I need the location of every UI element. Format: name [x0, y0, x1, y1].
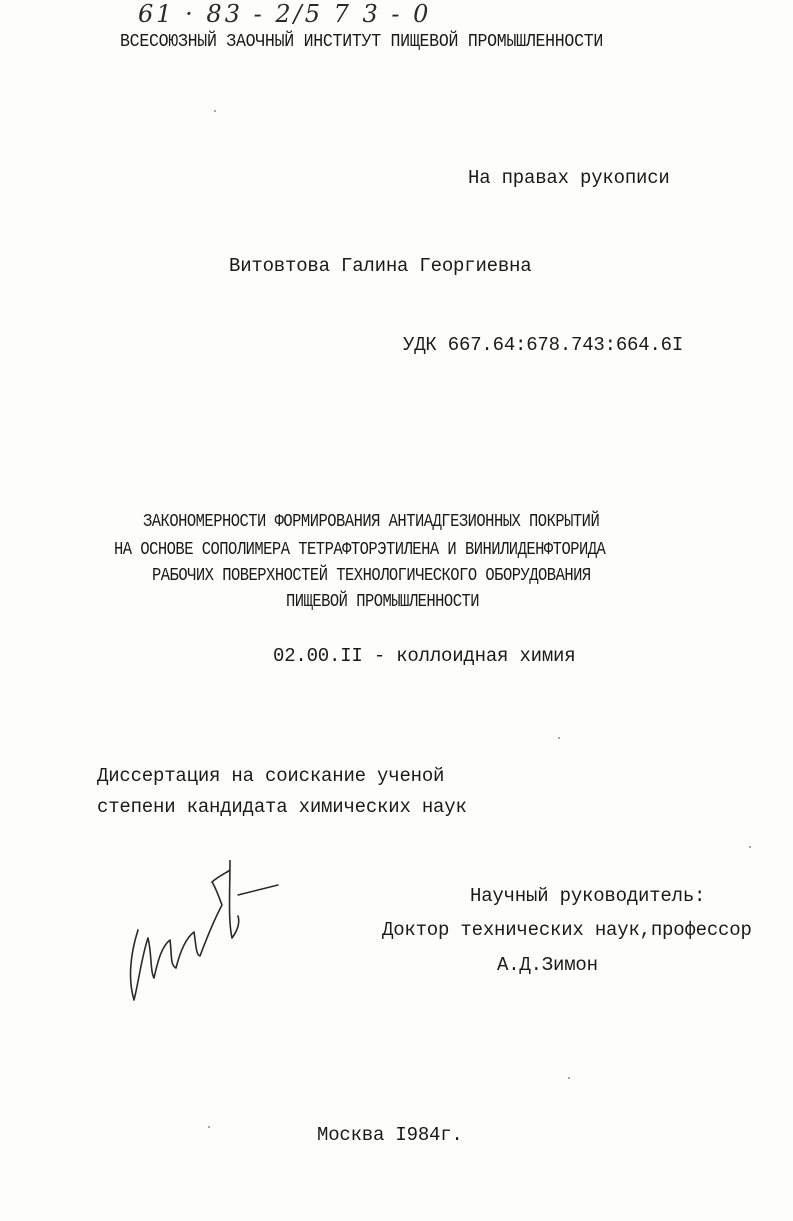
supervisor-label: Научный руководитель: [470, 885, 706, 907]
rights-note: На правах рукописи [468, 167, 670, 189]
handwritten-registration-number: 61 · 83 - 2/5 7 3 - 0 [138, 0, 432, 28]
udk-code: УДК 667.64:678.743:664.6I [403, 334, 684, 356]
city-year: Москва I984г. [317, 1124, 463, 1146]
thesis-title-line-2: НА ОСНОВЕ СОПОЛИМЕРА ТЕТРАФТОРЭТИЛЕНА И ВИНИЛИДЕНФТОРИДА [114, 540, 606, 560]
supervisor-name: А.Д.Зимон [497, 954, 598, 976]
supervisor-degree: Доктор технических наук,профессор [382, 919, 752, 941]
institute-name: ВСЕСОЮЗНЫЙ ЗАОЧНЫЙ ИНСТИТУТ ПИЩЕВОЙ ПРОМЫШЛЕННОСТИ [120, 32, 604, 52]
handwritten-signature [120, 860, 290, 1020]
scan-speck [568, 1077, 570, 1079]
dissertation-line-1: Диссертация на соискание ученой [97, 765, 445, 787]
thesis-title-line-4: ПИЩЕВОЙ ПРОМЫШЛЕННОСТИ [286, 592, 480, 612]
thesis-title-line-3: РАБОЧИХ ПОВЕРХНОСТЕЙ ТЕХНОЛОГИЧЕСКОГО ОБОРУДОВАНИЯ [152, 566, 591, 586]
scan-speck [214, 110, 216, 112]
specialty-code: 02.00.II - коллоидная химия [273, 645, 576, 667]
author-name: Витовтова Галина Георгиевна [229, 255, 532, 277]
scan-speck [208, 1126, 210, 1128]
thesis-title-line-1: ЗАКОНОМЕРНОСТИ ФОРМИРОВАНИЯ АНТИАДГЕЗИОННЫХ ПОКРЫТИЙ [143, 512, 600, 532]
dissertation-line-2: степени кандидата химических наук [97, 796, 467, 818]
scan-speck [749, 846, 751, 848]
scan-speck [558, 737, 560, 739]
